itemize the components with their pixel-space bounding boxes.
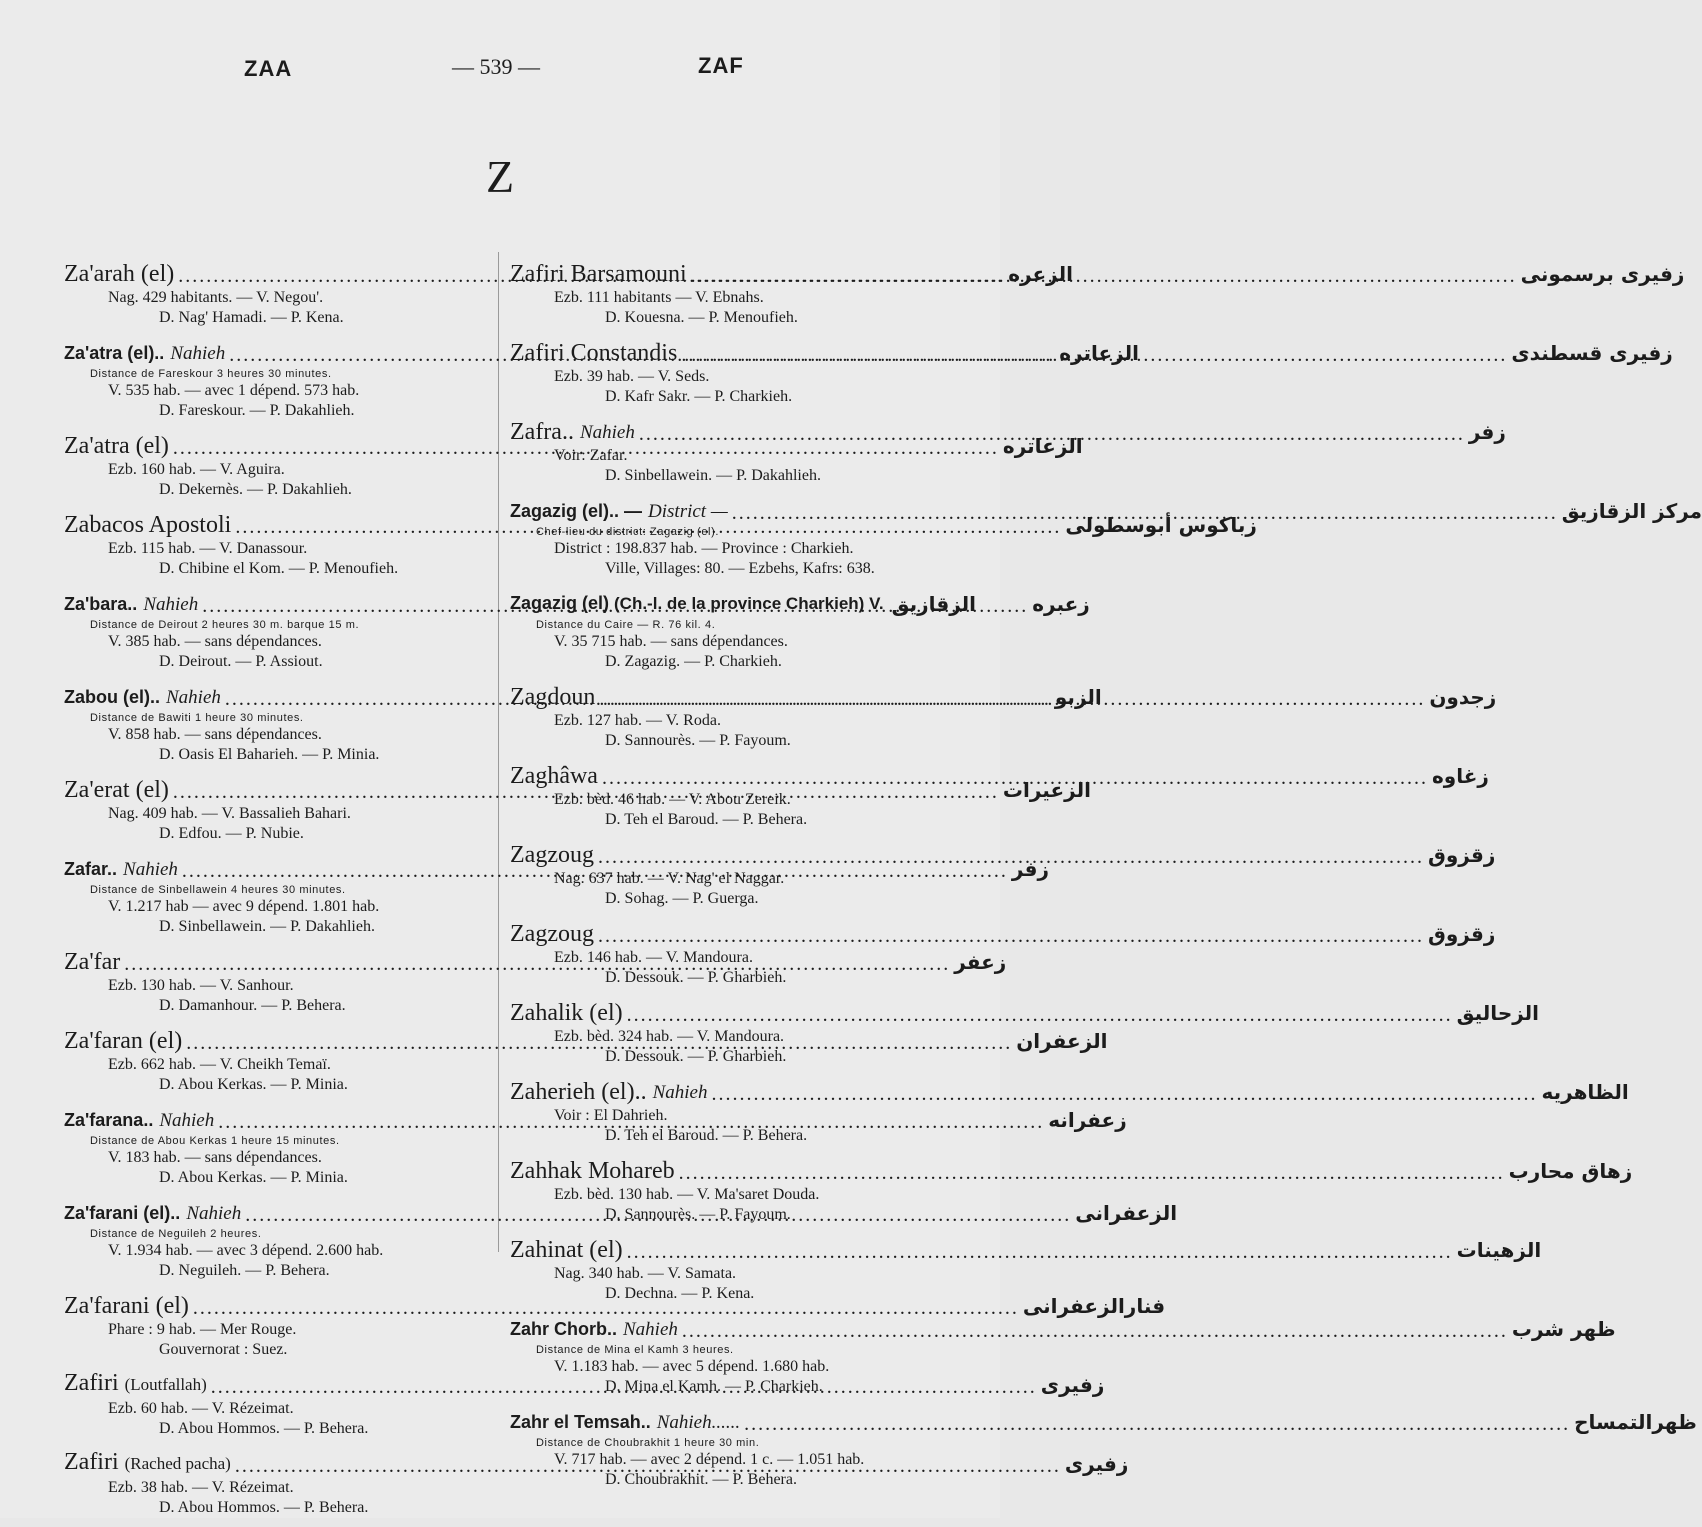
entry-detail-line: V. 535 hab. — avec 1 dépend. 573 hab. — [108, 382, 360, 399]
entry-detail-line: V. 858 hab. — sans dépendances. — [108, 726, 322, 743]
place-name-text: Zaghâwa — [510, 763, 598, 789]
place-name-text: Zafiri Barsamouni — [510, 261, 687, 287]
entry-detail-line: D. Dekernès. — P. Dakahlieh. — [159, 481, 352, 498]
place-kind: Nahieh — [159, 1110, 215, 1131]
place-name — [64, 683, 160, 711]
distance-note: Distance de Fareskour 3 heures 30 minutes. — [90, 368, 332, 380]
arabic-name: زفر — [1468, 420, 1506, 444]
place-name-text: Za'bara.. — [64, 594, 138, 614]
place-name-text: Zagazig (el).. — — [510, 501, 643, 521]
place-name — [64, 948, 120, 976]
place-name-text: Zabou (el).. — [64, 687, 160, 707]
entry-detail-line: D. Nag' Hamadi. — P. Kena. — [159, 309, 344, 326]
arabic-name: زفيرى — [1040, 1373, 1105, 1397]
arabic-name: زغاوه — [1431, 764, 1489, 788]
arabic-name: زجدون — [1429, 685, 1497, 709]
distance-note: Distance de Deirout 2 heures 30 m. barque 15 m. — [90, 619, 360, 631]
entry-heading — [510, 997, 1540, 1027]
place-name — [64, 511, 231, 539]
entry-detail-line: D. Deirout. — P. Assiout. — [159, 653, 323, 670]
place-name-text: Za'atra (el) — [64, 433, 169, 459]
entry-detail-line: Phare : 9 hab. — Mer Rouge. — [108, 1321, 297, 1338]
place-name — [510, 339, 677, 367]
arabic-name: زفيرى قسطندى — [1511, 341, 1673, 365]
entry-detail-line: Ezb. 115 hab. — V. Danassour. — [108, 540, 308, 557]
arabic-name: الزعاتره — [1059, 341, 1139, 365]
place-name-text: Zagzoug — [510, 921, 594, 947]
entry-detail-line: District : 198.837 hab. — Province : Charkieh. — [554, 540, 854, 557]
entry-detail-line: D. Choubrakhit. — P. Behera. — [605, 1471, 797, 1488]
entry-heading — [510, 1313, 1616, 1343]
dot-leader — [599, 687, 1425, 711]
place-name — [64, 432, 169, 460]
place-name — [64, 1369, 207, 1399]
entry-detail-line: D. Sannourès. — P. Fayoum. — [605, 1206, 791, 1223]
dot-leader — [732, 501, 1558, 525]
place-name — [64, 1027, 182, 1055]
place-name — [510, 683, 595, 711]
entry-detail-line: D. Edfou. — P. Nubie. — [159, 825, 304, 842]
entry-detail-line: V. 385 hab. — sans dépendances. — [108, 633, 322, 650]
arabic-name: زعفرانه — [1048, 1108, 1127, 1132]
place-kind: Nahieh — [166, 687, 221, 708]
arabic-name: مركز الزقازيق — [1561, 499, 1702, 523]
place-name-text: Zafiri — [64, 1449, 125, 1475]
dot-leader — [627, 1003, 1453, 1027]
entry-detail-line: Ville, Villages: 80. — Ezbehs, Kafrs: 638. — [605, 560, 875, 577]
place-name-text: Zagdoun — [510, 684, 596, 710]
place-name-text: Zafiri — [64, 1370, 125, 1396]
entry-detail-line: D. Neguileh. — P. Behera. — [159, 1262, 330, 1279]
place-kind: Nahieh — [652, 1082, 708, 1103]
place-name — [64, 776, 169, 804]
dot-leader — [682, 1319, 1508, 1343]
entry-detail-line: Ezb. 160 hab. — V. Aguira. — [108, 461, 285, 478]
entry-detail-line: D. Abou Hommos. — P. Behera. — [159, 1499, 369, 1516]
place-name-text: Zahr el Temsah.. — [510, 1412, 651, 1432]
entry-detail-line: Ezb. 111 habitants — V. Ebnahs. — [554, 289, 764, 306]
entry-detail-line: D. Teh el Baroud. — P. Behera. — [605, 811, 808, 828]
place-name-text: Zabacos Apostoli — [64, 512, 232, 538]
entry-detail-line: D. Sohag. — P. Guerga. — [605, 890, 759, 907]
dot-leader — [627, 1240, 1453, 1264]
place-name-text: Zahhak Mohareb — [510, 1158, 675, 1184]
distance-note: Distance de Bawiti 1 heure 30 minutes. — [90, 712, 304, 724]
dot-leader — [639, 422, 1465, 446]
place-name-text: Za'far — [64, 949, 121, 975]
entry-detail-line: Voir: Zafar. — [554, 447, 628, 464]
distance-note: Distance de Choubrakhit 1 heure 30 min. — [536, 1437, 760, 1449]
distance-note: Distance de Neguileh 2 heures. — [90, 1228, 262, 1240]
distance-note: Distance du Caire — R. 76 kil. 4. — [536, 619, 716, 631]
place-name-text: Zahr Chorb.. — [510, 1319, 617, 1339]
page-header — [0, 50, 1000, 90]
place-name — [64, 855, 117, 883]
entry-detail-line: D. Fareskour. — P. Dakahlieh. — [159, 402, 355, 419]
dot-leader — [744, 1412, 1570, 1436]
distance-note: Chef-lieu du district: Zagazig (el). — [536, 526, 719, 538]
place-name — [64, 339, 164, 367]
entry-detail-line: D. Sinbellawein. — P. Dakahlieh. — [605, 467, 821, 484]
entry-detail-line: D. Abou Kerkas. — P. Minia. — [159, 1169, 348, 1186]
place-name — [510, 1078, 647, 1106]
entry-detail-line: D. Zagazig. — P. Charkieh. — [605, 653, 782, 670]
dot-leader — [679, 1161, 1505, 1185]
place-name — [510, 418, 574, 446]
entry-detail-line: Ezb. 130 hab. — V. Sanhour. — [108, 977, 294, 994]
dot-leader — [681, 343, 1507, 367]
entry-heading — [510, 1234, 1542, 1264]
place-name — [510, 1236, 623, 1264]
place-name — [510, 999, 623, 1027]
entry-heading — [510, 1406, 1697, 1436]
place-name-text: Za'farani (el) — [64, 1293, 189, 1319]
entry-detail-line: Gouvernorat : Suez. — [159, 1341, 288, 1358]
arabic-name: زعبره — [1032, 592, 1090, 616]
entry-detail-line: D. Abou Hommos. — P. Behera. — [159, 1420, 369, 1437]
entry-detail-line: Ezb. 127 hab. — V. Roda. — [554, 712, 721, 729]
place-qualifier: (Rached pacha) — [124, 1454, 231, 1473]
arabic-name: الزعيرات — [1002, 778, 1091, 802]
gazetteer-entry — [510, 588, 977, 672]
dot-leader — [691, 264, 1517, 288]
place-qualifier: (Loutfallah) — [124, 1375, 207, 1394]
place-name — [64, 1448, 231, 1478]
entry-detail-line: Ezb. bèd. 130 hab. — V. Ma'saret Douda. — [554, 1186, 820, 1203]
place-name — [64, 590, 137, 618]
entry-detail-line: Nag. 340 hab. — V. Samata. — [554, 1265, 737, 1282]
arabic-name: زفيرى — [1064, 1452, 1129, 1476]
place-kind: Nahieh — [579, 422, 635, 443]
entry-detail-line: V. 35 715 hab. — sans dépendances. — [554, 633, 788, 650]
page-number: — 539 — — [452, 54, 540, 79]
place-qualifier: (Ch.-l. de la province Charkieh) V. — [614, 594, 884, 613]
place-name — [510, 1157, 675, 1185]
entry-detail-line: Ezb. 60 hab. — V. Rézeimat. — [108, 1400, 294, 1417]
dot-leader — [711, 1082, 1537, 1106]
entry-detail-line: Ezb. bèd. 324 hab. — V. Mandoura. — [554, 1028, 785, 1045]
entry-detail-line: D. Chibine el Kom. — P. Menoufieh. — [159, 560, 399, 577]
arabic-name: الزحاليق — [1456, 1001, 1540, 1025]
arabic-name: الزعفرانى — [1075, 1201, 1178, 1225]
place-name-text: Zahinat (el) — [510, 1237, 623, 1263]
entry-detail-line: V. 1.217 hab — avec 9 dépend. 1.801 hab. — [108, 898, 380, 915]
arabic-name: زفيرى برسمونى — [1520, 262, 1685, 286]
entry-detail-line: Nag. 429 habitants. — V. Negou'. — [108, 289, 324, 306]
place-name — [64, 1292, 189, 1320]
dot-leader — [602, 766, 1428, 790]
place-kind: Nahieh — [623, 1319, 678, 1340]
place-name-text: Zagazig (el) — [510, 593, 615, 613]
arabic-name: الزهينات — [1456, 1238, 1542, 1262]
arabic-name: الزقازيق — [891, 592, 977, 616]
entry-detail-line: Nag. 637 hab. — V. Nag' el Naggar. — [554, 870, 785, 887]
place-name — [64, 260, 174, 288]
header-left-key: ZAA — [244, 56, 293, 81]
gazetteer-entry — [510, 1234, 1542, 1304]
entry-detail-line: V. 717 hab. — avec 2 dépend. 1 c. — 1.051 hab. — [554, 1451, 865, 1468]
section-letter: Z — [485, 151, 515, 202]
place-name-text: Zafiri Constandis — [510, 340, 678, 366]
place-name — [510, 1315, 617, 1343]
entry-detail-line: D. Mina el Kamh. — P. Charkieh. — [605, 1378, 823, 1395]
arabic-name: زقزوق — [1427, 843, 1496, 867]
place-name-text: Zagzoug — [510, 842, 594, 868]
place-name-text: Za'erat (el) — [64, 777, 169, 803]
place-name-text: Za'arah (el) — [64, 261, 175, 287]
place-kind: District — — [648, 501, 728, 522]
arabic-name: زفر — [1011, 857, 1049, 881]
arabic-name: ظهرالتمساح — [1574, 1410, 1697, 1434]
place-kind: Nahieh — [170, 343, 226, 364]
distance-note: Distance de Mina el Kamh 3 heures. — [536, 1344, 734, 1356]
arabic-name: فنارالزعفرانى — [1022, 1294, 1166, 1318]
entry-heading — [510, 1076, 1629, 1106]
header-right-key: ZAF — [698, 53, 744, 78]
place-name — [510, 841, 594, 869]
dot-leader — [598, 924, 1424, 948]
entry-detail-line: Ezb. 38 hab. — V. Rézeimat. — [108, 1479, 294, 1496]
place-kind: Nahieh — [123, 859, 178, 880]
entry-detail-line: V. 183 hab. — sans dépendances. — [108, 1149, 322, 1166]
arabic-name: الزعاتره — [1002, 434, 1083, 458]
arabic-name: زقزوق — [1427, 922, 1496, 946]
entry-detail-line: D. Oasis El Baharieh. — P. Minia. — [159, 746, 380, 763]
place-kind: Nahieh...... — [656, 1412, 741, 1433]
arabic-name: الزعفران — [1016, 1029, 1108, 1053]
distance-note: Distance de Abou Kerkas 1 heure 15 minutes. — [90, 1135, 340, 1147]
entry-detail-line: D. Kafr Sakr. — P. Charkieh. — [605, 388, 793, 405]
arabic-name: زعفر — [954, 950, 1007, 974]
entry-detail-line: D. Teh el Baroud. — P. Behera. — [605, 1127, 808, 1144]
entry-detail-line: D. Kouesna. — P. Menoufieh. — [605, 309, 798, 326]
entry-detail-line: D. Dessouk. — P. Gharbieh. — [605, 1048, 787, 1065]
arabic-name: الزعره — [1008, 262, 1073, 286]
place-name — [64, 1199, 180, 1227]
place-name-text: Za'farani (el).. — [64, 1203, 181, 1223]
place-name — [510, 920, 594, 948]
arabic-name: الظاهريه — [1541, 1080, 1629, 1104]
place-name — [510, 260, 687, 288]
entry-detail-line: Ezb. bèd. 46 hab. — V. Abou Zereik. — [554, 791, 791, 808]
place-name — [510, 497, 642, 525]
place-kind: Nahieh — [186, 1203, 242, 1224]
entry-detail-line: D. Damanhour. — P. Behera. — [159, 997, 346, 1014]
entry-detail-line: Voir : El Dahrieh. — [554, 1107, 668, 1124]
place-name — [510, 1408, 651, 1436]
distance-note: Distance de Sinbellawein 4 heures 30 minutes. — [90, 884, 346, 896]
place-name-text: Za'faran (el) — [64, 1028, 183, 1054]
entry-detail-line: Ezb. 146 hab. — V. Mandoura. — [554, 949, 753, 966]
entry-detail-line: D. Dessouk. — P. Gharbieh. — [605, 969, 787, 986]
place-name-text: Za'atra (el).. — [64, 343, 165, 363]
place-name-text: Zafar.. — [64, 859, 118, 879]
place-kind: Nahieh — [143, 594, 199, 615]
entry-heading — [510, 1155, 1633, 1185]
place-name — [510, 762, 598, 790]
arabic-name: ظهر شرب — [1511, 1317, 1616, 1341]
entry-detail-line: V. 1.934 hab. — avec 3 dépend. 2.600 hab. — [108, 1242, 384, 1259]
entry-detail-line: D. Dechna. — P. Kena. — [605, 1285, 755, 1302]
arabic-name: زباكوس أبوسطولى — [1065, 513, 1257, 537]
place-name-text: Zafra.. — [510, 419, 574, 445]
entry-detail-line: V. 1.183 hab. — avec 5 dépend. 1.680 hab. — [554, 1358, 830, 1375]
entry-detail-line: Nag. 409 hab. — V. Bassalieh Bahari. — [108, 805, 351, 822]
place-name-text: Zahalik (el) — [510, 1000, 623, 1026]
entry-detail-line: D. Sinbellawein. — P. Dakahlieh. — [159, 918, 375, 935]
entry-heading — [510, 588, 977, 618]
place-name — [64, 1106, 153, 1134]
arabic-name: الزبو — [1054, 685, 1102, 709]
dot-leader — [598, 845, 1424, 869]
place-name — [510, 589, 884, 618]
arabic-name: زهاق محارب — [1508, 1159, 1633, 1183]
place-name-text: Zaherieh (el).. — [510, 1079, 647, 1105]
entry-heading — [510, 918, 1496, 948]
place-name-text: Za'farana.. — [64, 1110, 154, 1130]
entry-detail-line: Ezb. 39 hab. — V. Seds. — [554, 368, 710, 385]
entry-detail-line: D. Abou Kerkas. — P. Minia. — [159, 1076, 348, 1093]
entry-detail-line: D. Sannourès. — P. Fayoum. — [605, 732, 791, 749]
entry-detail-line: Ezb. 662 hab. — V. Cheikh Temaï. — [108, 1056, 331, 1073]
